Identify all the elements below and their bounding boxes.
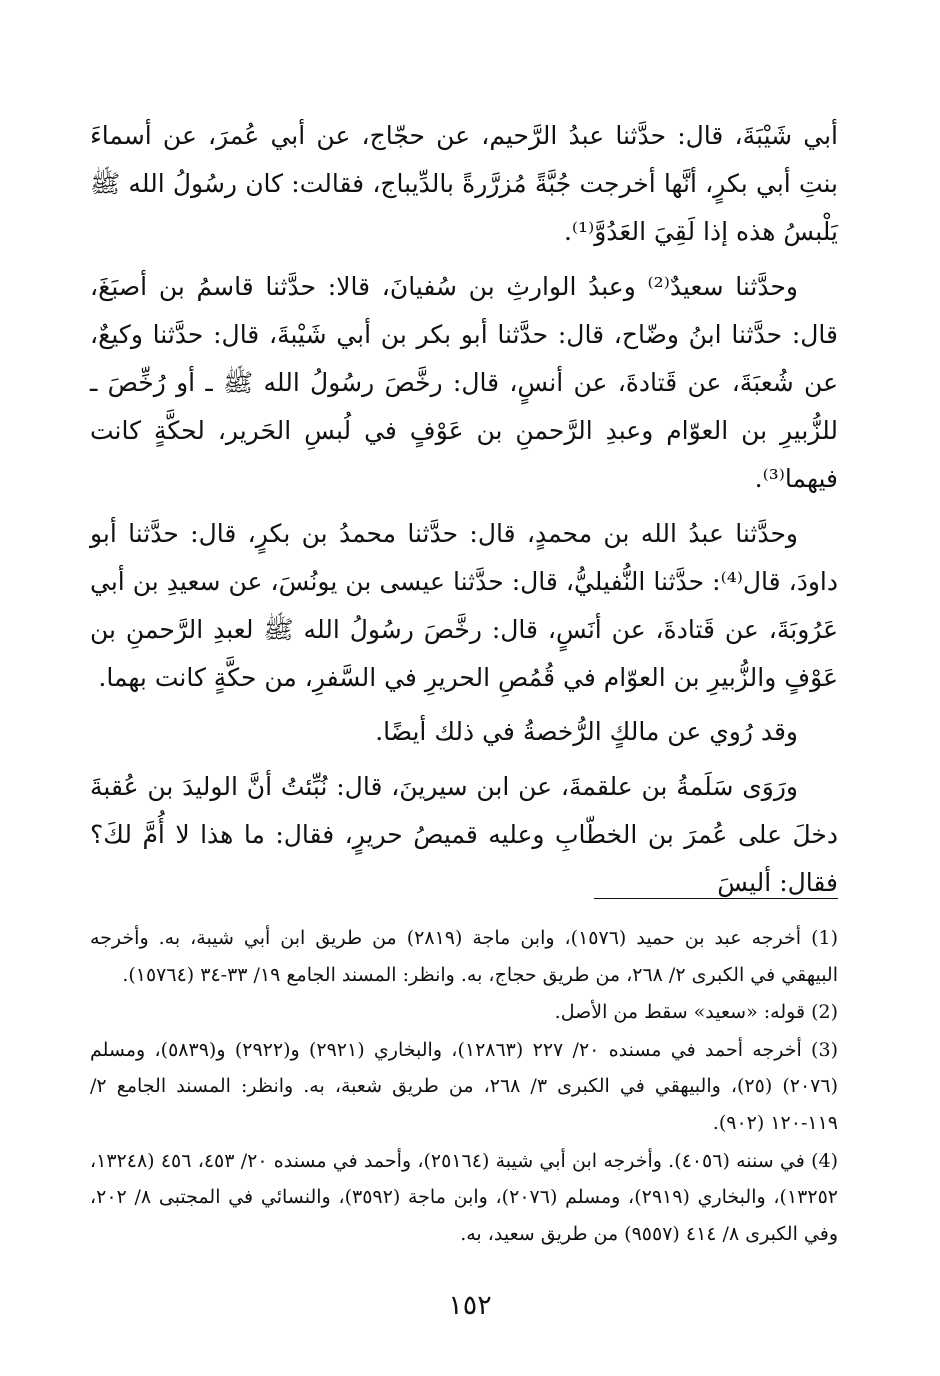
page-number: ١٥٢: [448, 1290, 492, 1321]
footnote: (2) قوله: «سعيد» سقط من الأصل.: [554, 1001, 838, 1024]
paragraph: أبي شَيْبَةَ، قال: حدَّثنا عبدُ الرَّحيم، عن حجّاج، عن أبي عُمرَ، عن أسماءَ بنتِ أبي بكرٍ، أنَّها أخرجت جُبَّةً مُزرَّرةً بالدِّيباج، فقالت: كان رسُولُ الله ﷺ يَلْبسُ هذه إذا لَقِيَ العَدُوَّ⁽¹⁾.: [90, 121, 838, 247]
paragraph: وقد رُوي عن مالكٍ الرُّخصةُ في ذلك أيضًا.: [375, 717, 798, 747]
main-text: [90, 112, 838, 907]
paragraph: ورَوَى سَلَمةُ بن علقمةَ، عن ابن سيرينَ، قال: نُبِّئتُ أنَّ الوليدَ بن عُقبةَ دخلَ على عُمرَ بن الخطّابِ وعليه قميصُ حريرٍ، فقال: ما هذا لا أُمَّ لكَ؟ فقال: أليسَ: [90, 771, 838, 898]
footnotes: [90, 920, 838, 1252]
footnote: (1) أخرجه عبد بن حميد (١٥٧٦)، وابن ماجة (٢٨١٩) من طريق ابن أبي شيبة، به. وأخرجه البيهقي في الكبرى ٢/ ٢٦٨، من طريق حجاج، به. وانظر: المسند الجامع ١٩/ ٣٣-٣٤ (١٥٧٦٤).: [90, 927, 838, 986]
footnote-divider: [594, 898, 838, 899]
paragraph: وحدَّثنا عبدُ الله بن محمدٍ، قال: حدَّثنا محمدُ بن بكرٍ، قال: حدَّثنا أبو داودَ، قال⁽⁴⁾: حدَّثنا النُّفيليُّ، قال: حدَّثنا عيسى بن يونُسَ، عن سعيدِ بن أبي عَرُوبَةَ، عن قَتادةَ، عن أنَسٍ، قال: رخَّصَ رسُولُ الله ﷺ لعبدِ الرَّحمنِ بن عَوْفٍ والزُّبيرِ بن العوّام في قُمُصِ الحريرِ في السَّفرِ، من حكَّةٍ كانت بهما.: [90, 518, 839, 693]
footnote: (3) أخرجه أحمد في مسنده ٢٠/ ٢٢٧ (١٢٨٦٣)، والبخاري (٢٩٢١) و(٢٩٢٢) و(٥٨٣٩)، ومسلم (٢٠٧٦) (٢٥)، والبيهقي في الكبرى ٣/ ٢٦٨، من طريق شعبة، به. وانظر: المسند الجامع ٢/ ١١٩-١٢٠ (٩٠٢).: [90, 1038, 838, 1134]
footnote: (4) في سننه (٤٠٥٦). وأخرجه ابن أبي شيبة (٢٥١٦٤)، وأحمد في مسنده ٢٠/ ٤٥٣، ٤٥٦ (١٣٢٤٨، ١٣٢٥٢)، والبخاري (٢٩١٩)، ومسلم (٢٠٧٦)، وابن ماجة (٣٥٩٢)، والنسائي في المجتبى ٨/ ٢٠٢، وفي الكبرى ٨/ ٤١٤ (٩٥٥٧) من طريق سعيد، به.: [90, 1149, 839, 1245]
paragraph: وحدَّثنا سعيدٌ⁽²⁾ وعبدُ الوارثِ بن سُفيانَ، قالا: حدَّثنا قاسمُ بن أصبَغَ، قال: حدَّثنا ابنُ وضّاح، قال: حدَّثنا أبو بكر بن أبي شَيْبةَ، قال: حدَّثنا وكيعٌ، عن شُعبَةَ، عن قَتادةَ، عن أنسٍ، قال: رخَّصَ رسُولُ الله ﷺ ـ أو رُخِّصَ ـ للزُّبيرِ بن العوّام وعبدِ الرَّحمنِ بن عَوْفٍ في لُبسِ الحَرير، لحكَّةٍ كانت فيهما⁽³⁾.: [90, 271, 838, 494]
